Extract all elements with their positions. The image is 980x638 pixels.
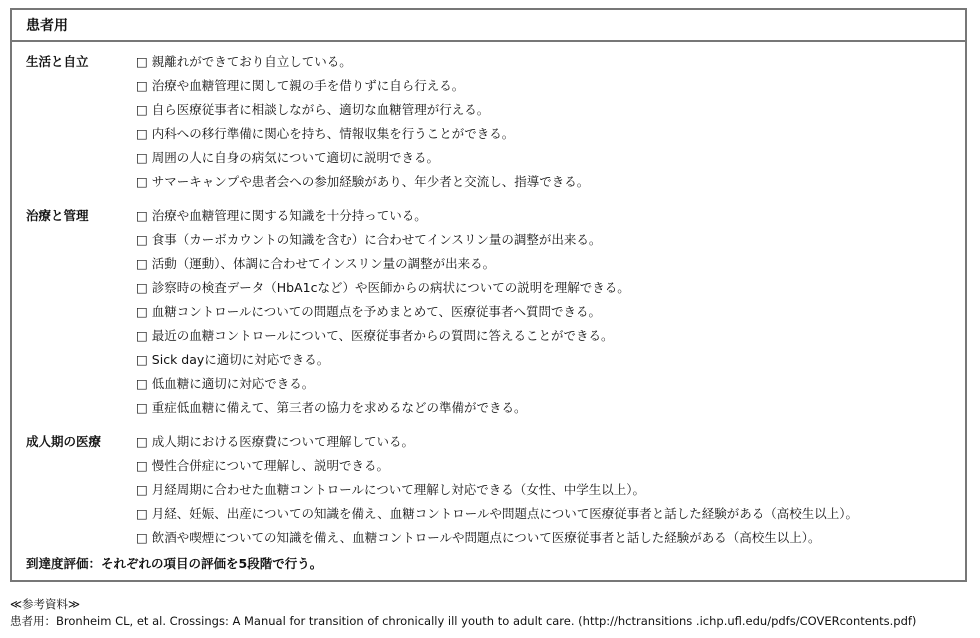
checklist-item: □ 自ら医療従事者に相談しながら、適切な血糖管理が行える。 — [136, 102, 490, 117]
section — [12, 430, 965, 550]
checklist-item: □ 飲酒や喫煙についての知識を備え、血糖コントロールや問題点について医療従事者と話した経験がある（高校生以上）。 — [136, 530, 821, 545]
section-items — [136, 204, 630, 420]
checklist-item: □ 治療や血糖管理に関して親の手を借りずに自ら行える。 — [136, 78, 465, 93]
checklist-item: □ 血糖コントロールについての問題点を予めまとめて、医療従事者へ質問できる。 — [136, 304, 602, 319]
table-header: 患者用 — [12, 10, 965, 42]
evaluation-summary: 到達度評価：それぞれの項目の評価を5段階で行う。 — [26, 556, 323, 571]
section-label: 治療と管理 — [26, 208, 89, 223]
checklist-item: □ 治療や血糖管理に関する知識を十分持っている。 — [136, 208, 427, 223]
checklist-item: □ 親離れができており自立している。 — [136, 54, 352, 69]
section-label: 生活と自立 — [26, 54, 89, 69]
section — [12, 50, 965, 194]
reference-citation: 患者用：Bronheim CL, et al. Crossings: A Manual for transition of chronically ill youth to adult care. (http://hctransitions .ichp.ufl.edu/pdfs/COVERcontents.pdf) — [10, 614, 917, 628]
sections — [12, 50, 965, 550]
checklist-item: □ 慢性合併症について理解し、説明できる。 — [136, 458, 390, 473]
checklist-item: □ 診察時の検査データ（HbA1cなど）や医師からの病状についての説明を理解できる。 — [136, 280, 630, 295]
checklist-item: □ 低血糖に適切に対応できる。 — [136, 376, 315, 391]
checklist-item: □ サマーキャンプや患者会への参加経験があり、年少者と交流し、指導できる。 — [136, 174, 590, 189]
checklist-table — [10, 8, 967, 582]
checklist-item: □ 内科への移行準備に関心を持ち、情報収集を行うことができる。 — [136, 126, 515, 141]
checklist-item: □ 月経、妊娠、出産についての知識を備え、血糖コントロールや問題点について医療従事者と話した経験がある（高校生以上）。 — [136, 506, 859, 521]
checklist-item: □ 月経周期に合わせた血糖コントロールについて理解し対応できる（女性、中学生以上）。 — [136, 482, 646, 497]
checklist-item: □ 周囲の人に自身の病気について適切に説明できる。 — [136, 150, 440, 165]
references-title: ≪参考資料≫ — [10, 597, 81, 611]
checklist-item: □ 最近の血糖コントロールについて、医療従事者からの質問に答えることができる。 — [136, 328, 614, 343]
section-label: 成人期の医療 — [26, 434, 102, 449]
checklist-item: □ Sick dayに適切に対応できる。 — [136, 352, 330, 367]
section — [12, 204, 965, 420]
checklist-item: □ 重症低血糖に備えて、第三者の協力を求めるなどの準備ができる。 — [136, 400, 527, 415]
checklist-item: □ 食事（カーボカウントの知識を含む）に合わせてインスリン量の調整が出来る。 — [136, 232, 602, 247]
checklist-item: □ 活動（運動）、体調に合わせてインスリン量の調整が出来る。 — [136, 256, 496, 271]
checklist-item: □ 成人期における医療費について理解している。 — [136, 434, 415, 449]
section-items — [136, 50, 589, 194]
section-items — [136, 430, 858, 550]
